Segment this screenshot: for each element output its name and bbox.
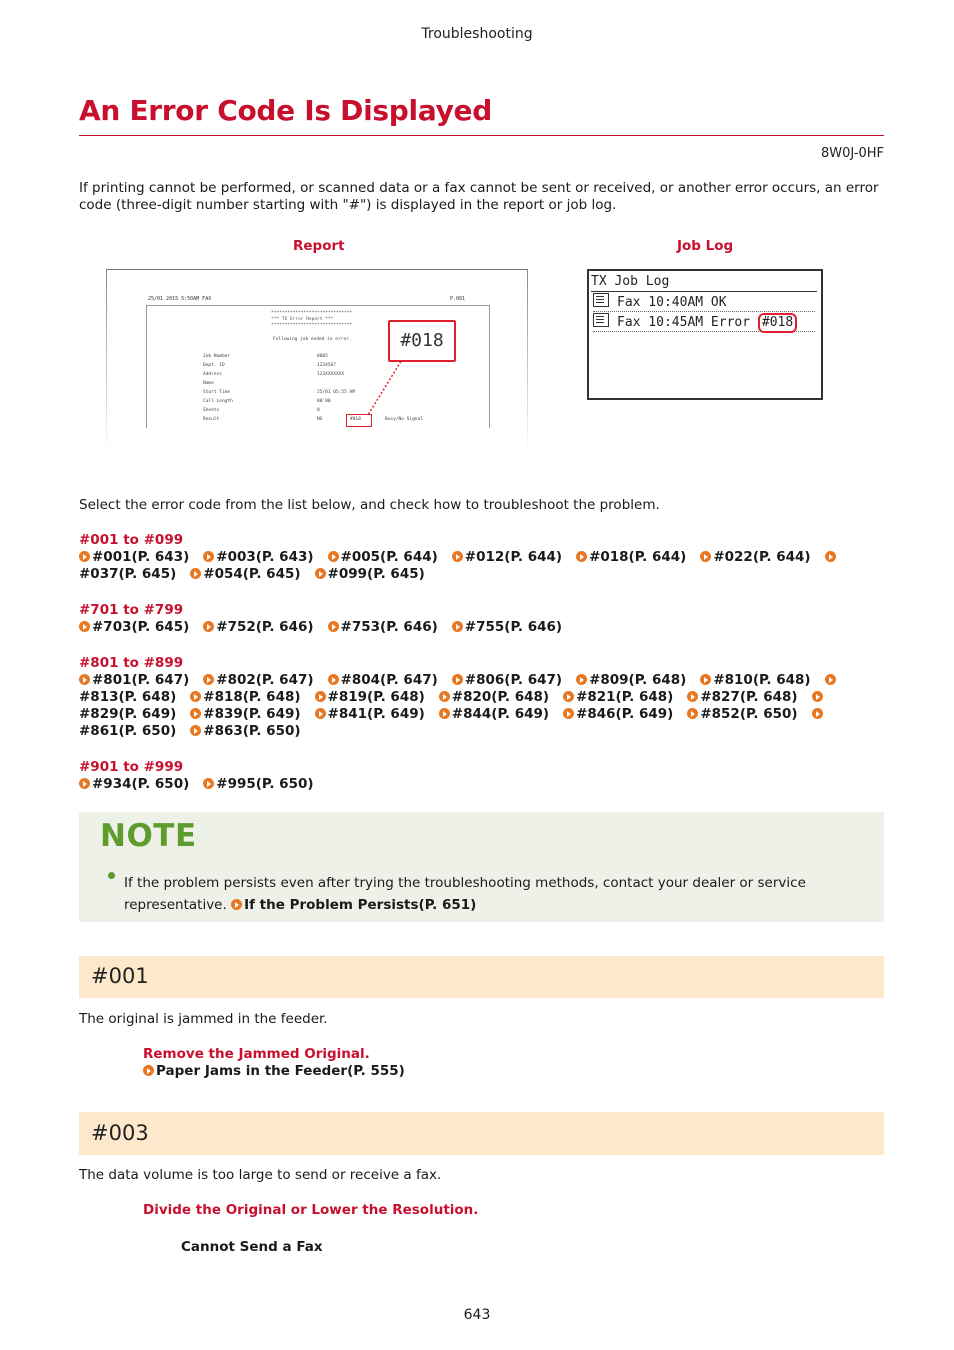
link-arrow-icon	[315, 691, 326, 702]
code-link[interactable]: #809(P. 648)	[576, 672, 686, 688]
group-links	[79, 776, 889, 793]
group-links	[79, 549, 889, 583]
section-code: #003	[91, 1121, 149, 1145]
link-arrow-icon	[79, 674, 90, 685]
joblog-error-code: #018	[758, 313, 797, 333]
link-arrow-icon	[190, 568, 201, 579]
report-stars-bottom: ******************************	[271, 323, 353, 328]
code-link[interactable]: #818(P. 648)	[190, 689, 300, 705]
code-link[interactable]: #099(P. 645)	[315, 566, 425, 582]
joblog-row	[593, 313, 815, 332]
bullet-icon	[108, 872, 115, 879]
code-link[interactable]: #852(P. 650)	[687, 706, 797, 722]
code-link[interactable]: #037(P. 645)	[79, 566, 177, 582]
intro-paragraph: If printing cannot be performed, or scanned data or a fax cannot be sent or received, or another error occurs, an error code (three-digit number starting with "#") is displayed in the report or job log.	[79, 180, 879, 213]
section-description: The original is jammed in the feeder.	[79, 1011, 328, 1027]
code-link[interactable]: #755(P. 646)	[452, 619, 562, 635]
link-arrow-icon	[452, 551, 463, 562]
code-link[interactable]: #018(P. 644)	[576, 549, 686, 565]
link-arrow-icon	[563, 708, 574, 719]
code-link[interactable]: #753(P. 646)	[328, 619, 438, 635]
report-name: *** TX Error Report ***	[271, 317, 334, 322]
report-row-value: 0	[317, 408, 320, 413]
link-arrow-icon	[203, 551, 214, 562]
report-figure	[106, 269, 528, 455]
note-body: If the problem persists even after trying the troubleshooting methods, contact your dealer or service representative.	[124, 875, 806, 913]
section-header-003	[79, 1112, 884, 1155]
link-arrow-icon	[576, 674, 587, 685]
code-link[interactable]: #003(P. 643)	[203, 549, 313, 565]
code-link[interactable]: #810(P. 648)	[700, 672, 810, 688]
link-arrow-icon	[79, 778, 90, 789]
group-title: #801 to #899	[79, 655, 184, 671]
page-number: 643	[463, 1307, 491, 1323]
code-link[interactable]: #821(P. 648)	[563, 689, 673, 705]
link-arrow-icon	[203, 674, 214, 685]
code-link[interactable]: #863(P. 650)	[190, 723, 300, 739]
link-arrow-icon	[190, 708, 201, 719]
report-row-label: Address	[203, 372, 222, 377]
report-row-value: NG	[317, 417, 323, 422]
code-link[interactable]: #861(P. 650)	[79, 723, 177, 739]
code-link[interactable]: #841(P. 649)	[315, 706, 425, 722]
link-arrow-icon	[812, 708, 823, 719]
code-link[interactable]: #012(P. 644)	[452, 549, 562, 565]
code-link[interactable]: #806(P. 647)	[452, 672, 562, 688]
report-result-code: #018	[350, 417, 361, 422]
section-description: The data volume is too large to send or receive a fax.	[79, 1167, 442, 1183]
report-row-label: Call Length	[203, 399, 233, 404]
link-arrow-icon	[439, 691, 450, 702]
link-arrow-icon	[203, 778, 214, 789]
report-result-note: Busy/No Signal	[385, 417, 423, 422]
report-figure-label: Report	[293, 238, 345, 254]
link-arrow-icon	[439, 708, 450, 719]
link-arrow-icon	[687, 708, 698, 719]
code-link[interactable]: #846(P. 649)	[563, 706, 673, 722]
code-link[interactable]: #801(P. 647)	[79, 672, 189, 688]
report-stars-top: ******************************	[271, 311, 353, 316]
fax-job-icon	[593, 313, 609, 327]
joblog-title: TX Job Log	[591, 273, 817, 292]
note-box	[79, 812, 884, 922]
report-row-label: Name	[203, 381, 214, 386]
link-arrow-icon	[576, 551, 587, 562]
report-row-value: 0005	[317, 354, 328, 359]
report-row-label: Dept. ID	[203, 363, 225, 368]
paper-jam-link[interactable]: Paper Jams in the Feeder(P. 555)	[143, 1063, 405, 1079]
report-row-value: 1234567	[317, 363, 336, 368]
code-link[interactable]: #995(P. 650)	[203, 776, 313, 792]
report-row-value: 25/01 05:55 AM	[317, 390, 355, 395]
joblog-row	[593, 293, 815, 312]
code-group-801-899	[79, 655, 889, 740]
joblog-row-text: Fax 10:40AM OK	[617, 295, 727, 310]
code-link[interactable]: #844(P. 649)	[439, 706, 549, 722]
report-header-left: 25/01 2015 5:50AM FAX	[148, 296, 212, 302]
note-text	[124, 872, 864, 916]
code-link[interactable]: #813(P. 648)	[79, 689, 177, 705]
link-arrow-icon	[143, 1065, 154, 1076]
joblog-figure-label: Job Log	[677, 238, 734, 254]
group-title: #701 to #799	[79, 602, 184, 618]
step-title: Remove the Jammed Original.	[143, 1046, 370, 1062]
link-arrow-icon	[79, 551, 90, 562]
code-link[interactable]: #829(P. 649)	[79, 706, 177, 722]
link-arrow-icon	[79, 621, 90, 632]
group-links	[79, 619, 889, 636]
link-arrow-icon	[315, 708, 326, 719]
link-arrow-icon	[687, 691, 698, 702]
link-arrow-icon	[452, 674, 463, 685]
report-error-code-zoom: #018	[388, 320, 456, 362]
code-link[interactable]: #054(P. 645)	[190, 566, 300, 582]
code-link[interactable]: #005(P. 644)	[328, 549, 438, 565]
link-arrow-icon	[825, 674, 836, 685]
group-title: #901 to #999	[79, 759, 184, 775]
code-link-continued[interactable]	[812, 689, 825, 705]
link-arrow-icon	[231, 899, 242, 910]
code-link[interactable]: #804(P. 647)	[328, 672, 438, 688]
link-arrow-icon	[190, 725, 201, 736]
code-link[interactable]: #827(P. 648)	[687, 689, 797, 705]
code-link[interactable]: #839(P. 649)	[190, 706, 300, 722]
code-link[interactable]: #934(P. 650)	[79, 776, 189, 792]
select-instruction: Select the error code from the list below, and check how to troubleshoot the problem.	[79, 497, 660, 513]
page-title: An Error Code Is Displayed	[79, 94, 492, 127]
link-arrow-icon	[812, 691, 823, 702]
code-group-001-099	[79, 532, 889, 583]
code-link[interactable]: #001(P. 643)	[79, 549, 189, 565]
link-arrow-icon	[825, 551, 836, 562]
note-title: NOTE	[100, 818, 197, 854]
persists-link[interactable]: If the Problem Persists(P. 651)	[231, 897, 476, 913]
code-link-continued[interactable]	[812, 706, 825, 722]
link-arrow-icon	[563, 691, 574, 702]
report-header-right: P.001	[450, 296, 466, 302]
link-arrow-icon	[700, 551, 711, 562]
code-link[interactable]: #819(P. 648)	[315, 689, 425, 705]
link-arrow-icon	[315, 568, 326, 579]
sub-heading: Cannot Send a Fax	[181, 1239, 323, 1255]
section-header-001	[79, 956, 884, 998]
section-code: #001	[91, 964, 149, 988]
group-title: #001 to #099	[79, 532, 184, 548]
report-message: Following job ended in error.	[273, 337, 352, 342]
title-divider	[79, 135, 884, 136]
report-row-value: 123XXXXXXX	[317, 372, 345, 377]
link-arrow-icon	[452, 621, 463, 632]
running-header: Troubleshooting	[421, 26, 533, 42]
report-row-label: Start Time	[203, 390, 231, 395]
document-id: 8W0J-0HF	[821, 146, 884, 161]
report-row-label: Result	[203, 417, 220, 422]
code-link-continued[interactable]	[825, 672, 838, 688]
code-link[interactable]: #022(P. 644)	[700, 549, 810, 565]
code-link[interactable]: #820(P. 648)	[439, 689, 549, 705]
joblog-row-text: Fax 10:45AM Error	[617, 315, 751, 330]
code-group-701-799	[79, 602, 889, 636]
group-links	[79, 672, 889, 740]
code-link[interactable]: #802(P. 647)	[203, 672, 313, 688]
link-arrow-icon	[203, 621, 214, 632]
link-arrow-icon	[700, 674, 711, 685]
fax-job-icon	[593, 293, 609, 307]
code-group-901-999	[79, 759, 889, 793]
report-row-label: Sheets	[203, 408, 220, 413]
step-title: Divide the Original or Lower the Resolution.	[143, 1202, 479, 1218]
code-link-continued[interactable]	[825, 549, 838, 565]
link-arrow-icon	[328, 551, 339, 562]
link-arrow-icon	[328, 674, 339, 685]
link-arrow-icon	[328, 621, 339, 632]
code-link[interactable]: #703(P. 645)	[79, 619, 189, 635]
report-row-value: 00'00	[317, 399, 331, 404]
zoom-connector	[106, 269, 528, 455]
report-error-code-highlight	[346, 414, 372, 427]
report-row-label: Job Number	[203, 354, 231, 359]
link-arrow-icon	[190, 691, 201, 702]
joblog-screen	[587, 269, 823, 400]
code-link[interactable]: #752(P. 646)	[203, 619, 313, 635]
